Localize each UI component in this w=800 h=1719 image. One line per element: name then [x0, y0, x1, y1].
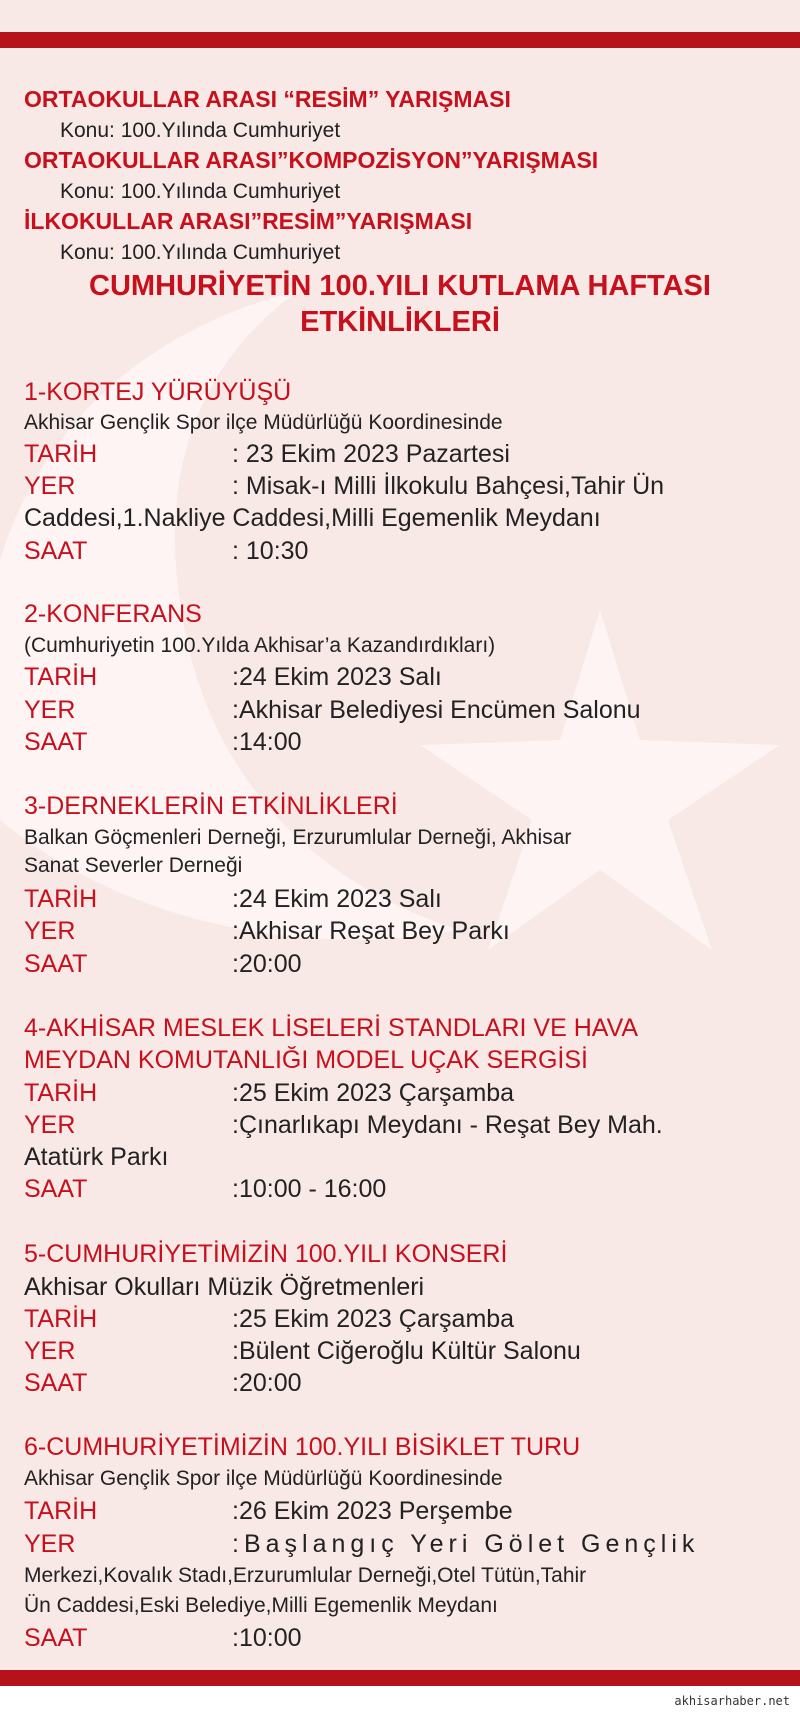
event-4-place-cont: Atatürk Parkı — [24, 1143, 169, 1171]
competition-title-3: İLKOKULLAR ARASI”RESİM”YARIŞMASI — [24, 208, 473, 234]
event-2-place-label: YER — [24, 696, 76, 724]
event-1-title: 1-KORTEJ YÜRÜYÜŞÜ — [24, 378, 292, 406]
event-6-place-cont-2: Ün Caddesi,Eski Belediye,Milli Egemenlik Meydanı — [24, 1594, 498, 1617]
event-4-date-label: TARİH — [24, 1079, 98, 1107]
competition-title-2: ORTAOKULLAR ARASI”KOMPOZİSYON”YARIŞMASI — [24, 147, 599, 173]
event-1-time-label: SAAT — [24, 537, 88, 565]
event-3-time-label: SAAT — [24, 950, 88, 978]
competition-title-1: ORTAOKULLAR ARASI “RESİM” YARIŞMASI — [24, 86, 511, 112]
event-2-date: :24 Ekim 2023 Salı — [232, 663, 442, 691]
event-2-time: :14:00 — [232, 728, 302, 756]
event-5-time: :20:00 — [232, 1369, 302, 1397]
event-4-place: :Çınarlıkapı Meydanı - Reşat Bey Mah. — [232, 1111, 663, 1139]
event-4-title-cont: MEYDAN KOMUTANLIĞI MODEL UÇAK SERGİSİ — [24, 1046, 588, 1074]
event-6-place: :Başlangıç Yeri Gölet Gençlik — [232, 1530, 700, 1558]
event-6-place-cont-1: Merkezi,Kovalık Stadı,Erzurumlular Derneği,Otel Tütün,Tahir — [24, 1564, 587, 1587]
event-1-place-label: YER — [24, 472, 76, 500]
event-2-place: :Akhisar Belediyesi Encümen Salonu — [232, 696, 641, 724]
event-4-time-label: SAAT — [24, 1175, 88, 1203]
event-1-place-cont: Caddesi,1.Nakliye Caddesi,Milli Egemenlik Meydanı — [24, 504, 601, 532]
event-5-place-label: YER — [24, 1337, 76, 1365]
event-3-title: 3-DERNEKLERİN ETKİNLİKLERİ — [24, 792, 398, 820]
event-6-date-label: TARİH — [24, 1497, 98, 1525]
event-6-place-label: YER — [24, 1530, 76, 1558]
event-1-place: : Misak-ı Milli İlkokulu Bahçesi,Tahir Ün — [232, 472, 665, 500]
main-heading-line-2: ETKİNLİKLERİ — [300, 306, 500, 338]
event-2-time-label: SAAT — [24, 728, 88, 756]
event-1-date-label: TARİH — [24, 440, 98, 468]
watermark-credit: akhisarhaber.net — [674, 1694, 790, 1708]
event-5-date-label: TARİH — [24, 1305, 98, 1333]
event-4-date: :25 Ekim 2023 Çarşamba — [232, 1079, 515, 1107]
event-6-desc: Akhisar Gençlik Spor ilçe Müdürlüğü Koordinesinde — [24, 1467, 503, 1490]
event-6-date: :26 Ekim 2023 Perşembe — [232, 1497, 513, 1525]
event-1-time: : 10:30 — [232, 537, 309, 565]
event-1-date: : 23 Ekim 2023 Pazartesi — [232, 440, 510, 468]
competition-topic-3: Konu: 100.Yılında Cumhuriyet — [60, 241, 341, 264]
event-3-date-label: TARİH — [24, 885, 98, 913]
event-5-time-label: SAAT — [24, 1369, 88, 1397]
event-1-desc: Akhisar Gençlik Spor ilçe Müdürlüğü Koordinesinde — [24, 411, 503, 434]
event-5-desc: Akhisar Okulları Müzik Öğretmenleri — [24, 1273, 425, 1301]
bottom-red-bar — [0, 1670, 800, 1686]
event-2-title: 2-KONFERANS — [24, 600, 202, 628]
event-4-time: :10:00 - 16:00 — [232, 1175, 387, 1203]
event-3-place-label: YER — [24, 917, 76, 945]
event-5-place: :Bülent Ciğeroğlu Kültür Salonu — [232, 1337, 581, 1365]
top-red-bar — [0, 32, 800, 48]
event-6-time-label: SAAT — [24, 1624, 88, 1652]
event-3-time: :20:00 — [232, 950, 302, 978]
competition-topic-1: Konu: 100.Yılında Cumhuriyet — [60, 119, 341, 142]
competition-topic-2: Konu: 100.Yılında Cumhuriyet — [60, 180, 341, 203]
event-4-title: 4-AKHİSAR MESLEK LİSELERİ STANDLARI VE HAVA — [24, 1014, 639, 1042]
event-4-place-label: YER — [24, 1111, 76, 1139]
event-2-desc: (Cumhuriyetin 100.Yılda Akhisar’a Kazandırdıkları) — [24, 634, 496, 657]
event-5-title: 5-CUMHURİYETİMİZİN 100.YILI KONSERİ — [24, 1240, 508, 1268]
event-6-title: 6-CUMHURİYETİMİZİN 100.YILI BİSİKLET TURU — [24, 1433, 581, 1461]
event-6-time: :10:00 — [232, 1624, 302, 1652]
main-heading-line-1: CUMHURİYETİN 100.YILI KUTLAMA HAFTASI — [89, 270, 711, 302]
event-5-date: :25 Ekim 2023 Çarşamba — [232, 1305, 515, 1333]
event-3-date: :24 Ekim 2023 Salı — [232, 885, 442, 913]
event-3-desc-1: Balkan Göçmenleri Derneği, Erzurumlular Derneği, Akhisar — [24, 826, 572, 849]
event-2-date-label: TARİH — [24, 663, 98, 691]
event-3-desc-2: Sanat Severler Derneği — [24, 854, 243, 877]
event-3-place: :Akhisar Reşat Bey Parkı — [232, 917, 510, 945]
